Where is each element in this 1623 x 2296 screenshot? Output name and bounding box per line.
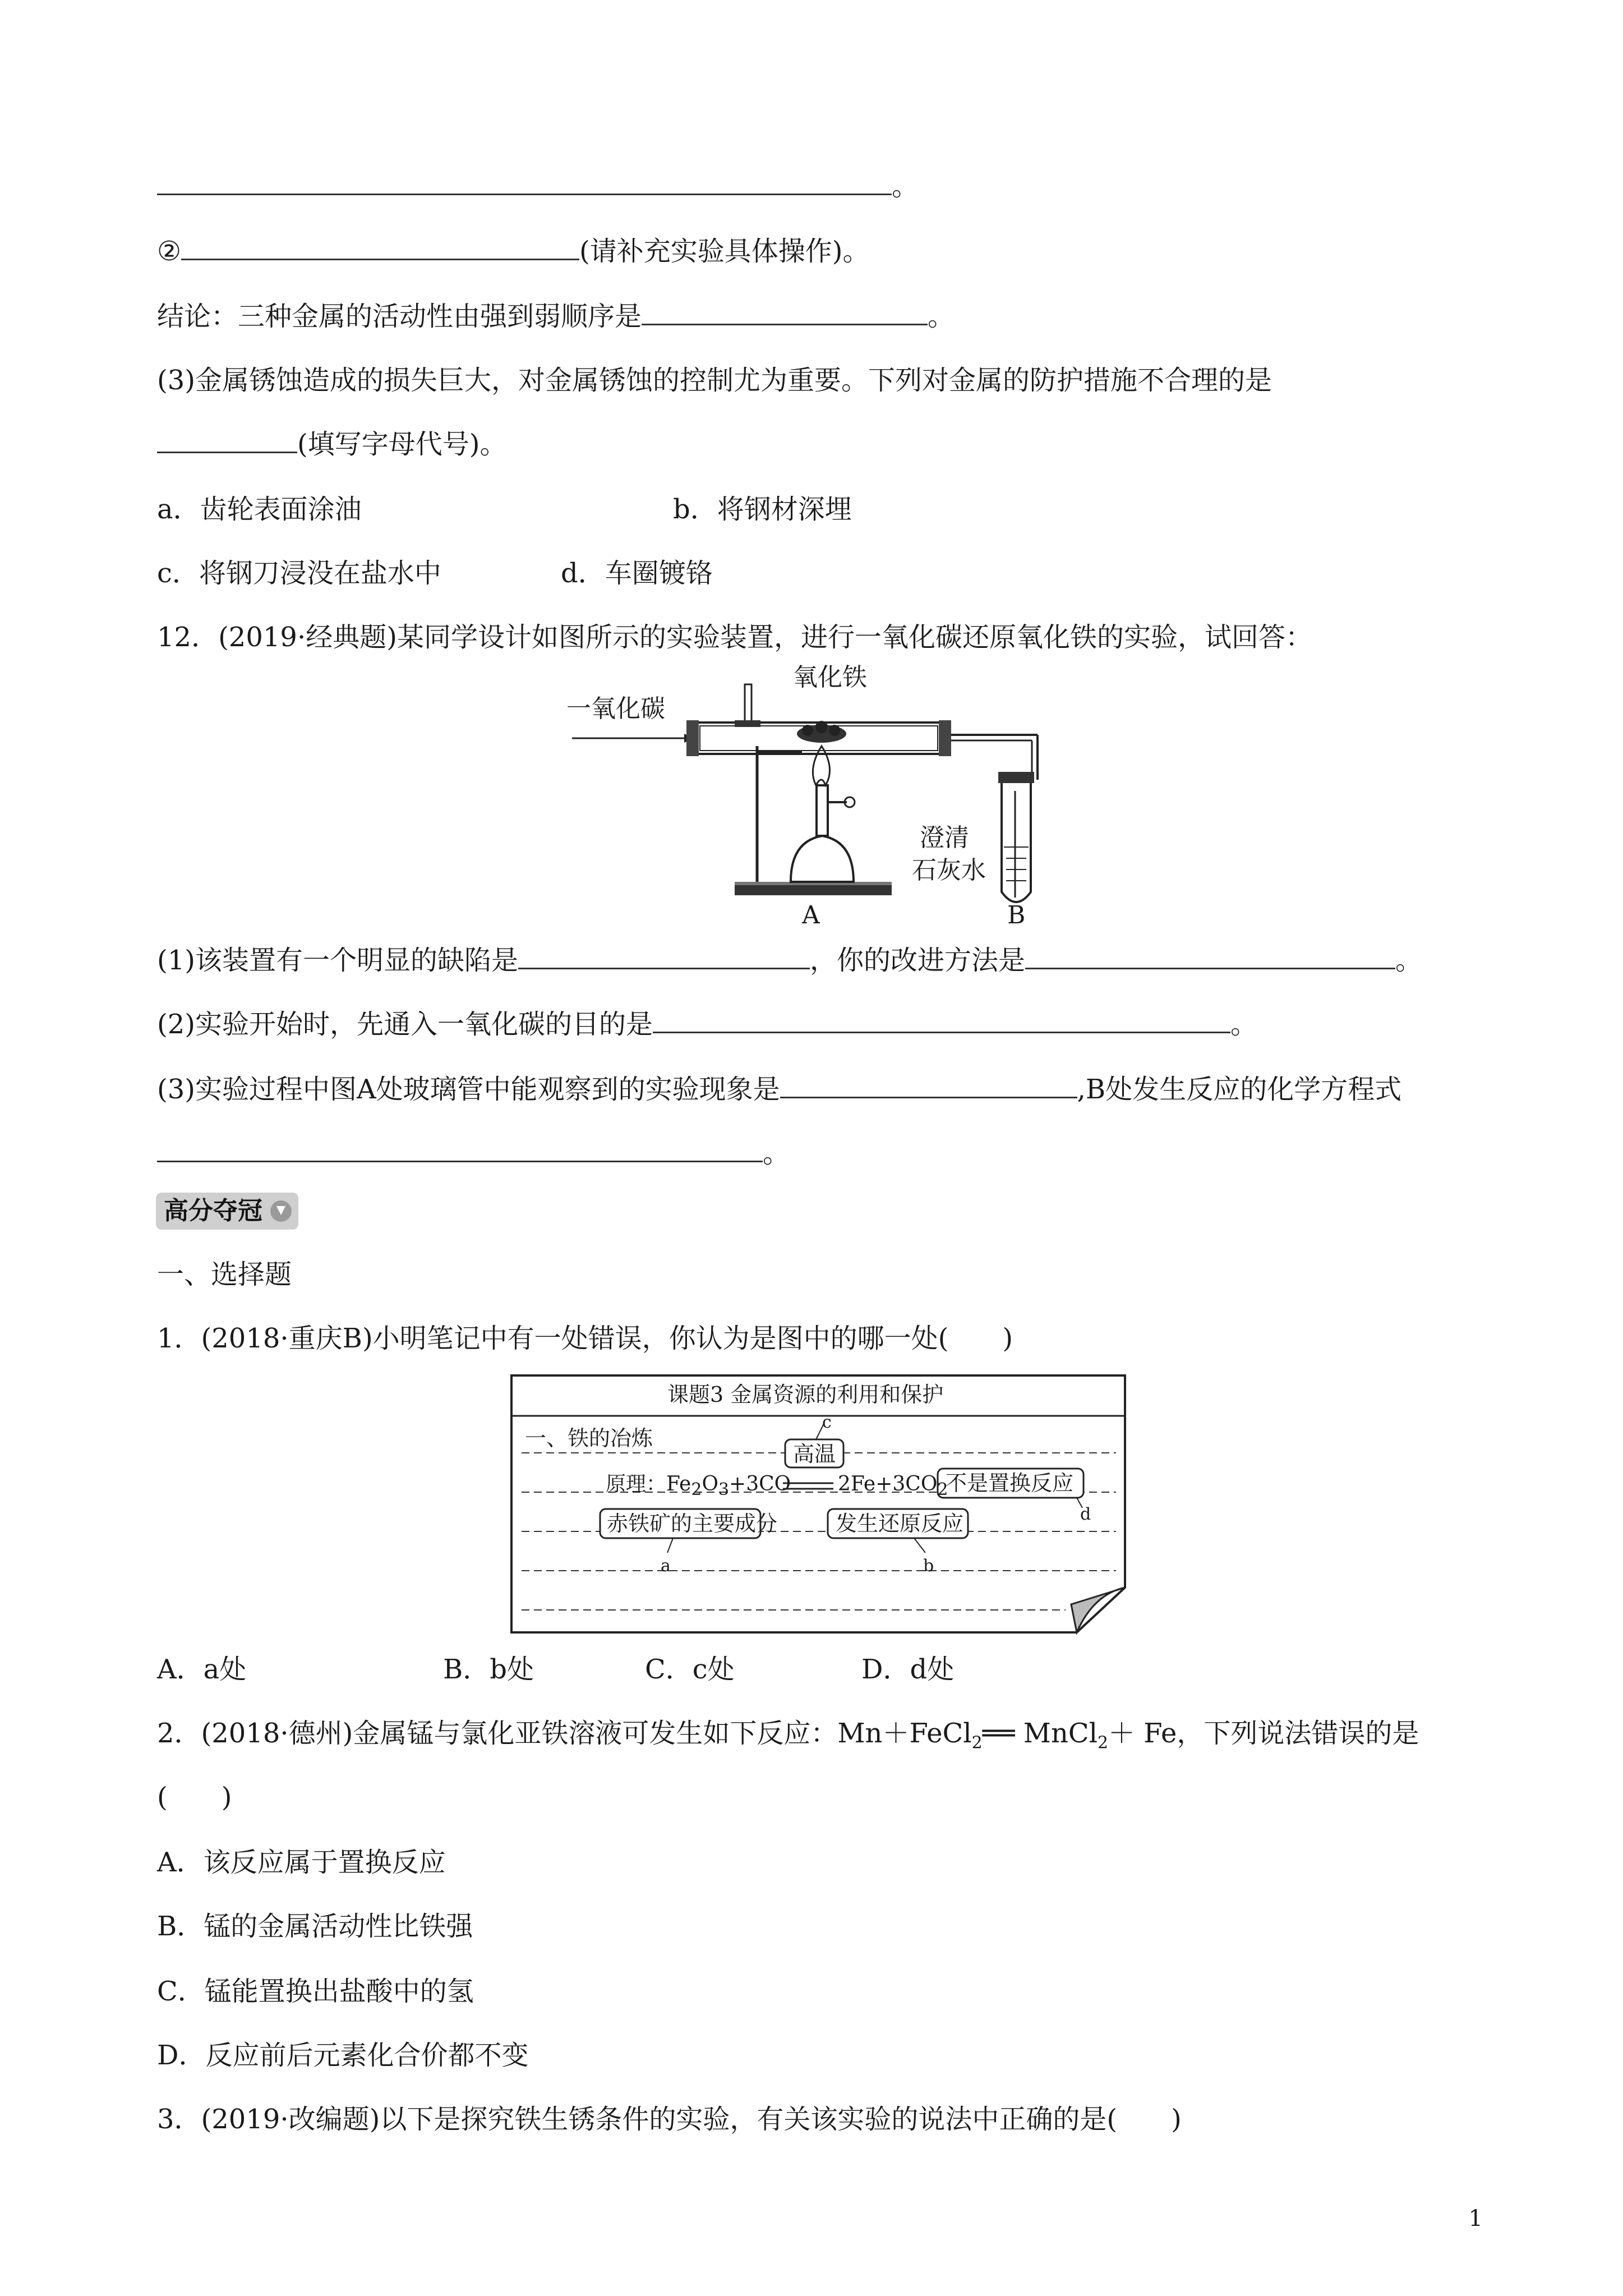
answer-blank[interactable] [181,234,579,260]
answer-blank[interactable] [642,299,928,325]
q12-part1: (1)该装置有一个明显的缺陷是 ，你的改进方法是 。 [157,942,1422,978]
q1-option-c: C．c处 [645,1654,735,1685]
apparatus-figure [566,662,1071,931]
q2-option-b: B．锰的金属活动性比铁强 [157,1911,473,1942]
question-3-text: (3)金属锈蚀造成的损失巨大，对金属锈蚀的控制尤为重要。下列对金属的防护措施不合理的是 [157,365,1272,396]
mark-b: b [923,1556,934,1576]
callout-high-temperature: 高温 [793,1442,836,1466]
note-title: 课题3 金属资源的利用和保护 [667,1382,944,1407]
question-2-stem: 2．(2018·德州)金属锰与氯化亚铁溶液可发生如下反应：Mn＋FeCl$_2$══ MnCl$_2$＋ Fe，下列说法错误的是 [157,1718,1419,1753]
question-3-answer-line: (填写字母代号)。 [157,426,506,462]
notebook-figure [510,1374,1127,1638]
section-heading: 一、选择题 [157,1259,292,1290]
notebook-frame [510,1374,1127,1638]
answer-blank[interactable] [157,1136,763,1162]
down-arrow-icon [270,1200,292,1222]
answer-line-2: ② (请补充实验具体操作)。 [157,233,870,269]
mark-c: c [822,1412,832,1432]
q2-option-a: A．该反应属于置换反应 [157,1847,446,1878]
callout-reduction: 发生还原反应 [836,1511,964,1536]
label-a: A [802,901,820,930]
question-3-stem: 3．(2019·改编题)以下是探究铁生锈条件的实验，有关该实验的说法中正确的是( ) [157,2104,1182,2135]
answer-blank[interactable] [518,943,810,969]
iron-oxide-label: 氧化铁 [793,663,867,692]
callout-hematite: 赤铁矿的主要成分 [607,1511,778,1536]
answer-blank[interactable] [653,1007,1230,1033]
q1-option-b: B．b处 [443,1654,534,1685]
q2-option-d: D．反应前后元素化合价都不变 [157,2040,529,2071]
note-subtitle: 一、铁的冶炼 [525,1426,653,1451]
option-c: c．将钢刀浸没在盐水中 [157,558,441,589]
option-b: b．将钢材深埋 [673,494,852,525]
page-number: 1 [1468,2206,1483,2231]
callout-not-displacement: 不是置换反应 [946,1471,1074,1496]
question-1-stem: 1．(2018·重庆B)小明笔记中有一处错误，你认为是图中的哪一处( ) [157,1323,1013,1354]
mark-a: a [661,1556,671,1576]
question-12-stem: 12．(2019·经典题)某同学设计如图所示的实验装置，进行一氧化碳还原氧化铁的实验，试回答： [157,622,1312,653]
answer-blank[interactable] [1025,943,1395,969]
q12-part3-continued: 。 [157,1135,790,1171]
option-a: a．齿轮表面涂油 [157,494,362,525]
q1-option-d: D．d处 [861,1654,955,1685]
q12-part2: (2)实验开始时，先通入一氧化碳的目的是 。 [157,1006,1257,1042]
q2-option-c: C．锰能置换出盐酸中的氢 [157,1976,474,2007]
label-b: B [1007,901,1026,930]
reaction-equation: 原理：$Fe_2O_3+3CO$ [606,1473,791,1500]
answer-blank[interactable] [157,169,892,195]
q12-part3: (3)实验过程中图A处玻璃管中能观察到的实验现象是 ,B处发生反应的化学方程式 [157,1071,1401,1107]
option-d: d．车圈镀铬 [561,558,713,589]
carbon-monoxide-label: 一氧化碳 [566,694,665,723]
conclusion-line: 结论：三种金属的活动性由强到弱顺序是 。 [157,298,955,334]
limewater-label-line1: 澄清 [920,823,969,852]
section-badge: 高分夺冠 [156,1193,298,1230]
mark-d: d [1080,1504,1091,1524]
reaction-products: $2Fe+3CO_2$ [838,1473,948,1500]
question-2-paren: ( ) [157,1782,232,1813]
answer-blank[interactable] [780,1072,1077,1098]
q1-option-a: A．a处 [157,1654,247,1685]
limewater-label-line2: 石灰水 [912,856,986,885]
answer-line-1: 。 [157,168,919,204]
answer-blank[interactable] [157,427,297,453]
